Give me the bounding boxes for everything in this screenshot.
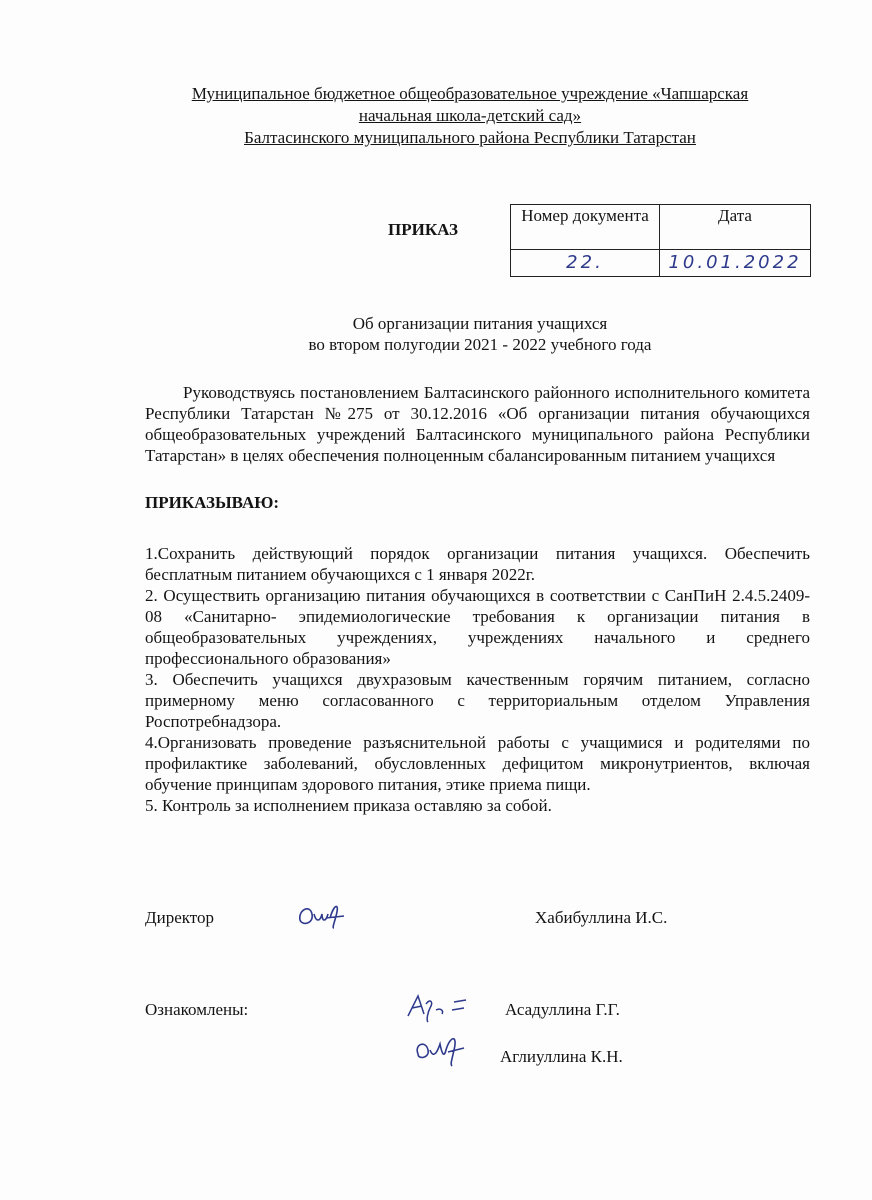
header-line-2: начальная школа-детский сад»: [358, 106, 582, 125]
order-title: [180, 313, 780, 355]
order-item-5: 5. Контроль за исполнением приказа оставляю за собой.: [145, 796, 552, 815]
order-label: ПРИКАЗ: [388, 220, 458, 239]
order-item-4: 4.Организовать проведение разъяснительной работы с учащимися и родителями по профилактике заболеваний, обусловленных дефицитом микронутриентов, включая обучение принципам здорового питания, этике приема пищи.: [145, 733, 810, 794]
order-details-table: [510, 204, 811, 277]
intro-paragraph: Руководствуясь постановлением Балтасинского районного исполнительного комитета Республики Татарстан №275 от 30.12.2016 «Об организации питания обучающихся общеобразовательных учреждений Балтасинского муниципального района Республики Татарстан» в целях обеспечения полноценным сбалансированным питанием учащихся: [145, 383, 810, 465]
doc-date-header: Дата: [660, 205, 811, 250]
director-name: Хабибуллина И.С.: [535, 908, 668, 927]
acquainted-name-2: Аглиуллина К.Н.: [500, 1047, 623, 1066]
order-items: [145, 543, 810, 816]
order-directive-heading: ПРИКАЗЫВАЮ:: [145, 493, 280, 512]
header-line-3: Балтасинского муниципального района Республики Татарстан: [244, 128, 696, 147]
title-line-1: Об организации питания учащихся: [352, 314, 608, 333]
doc-date-value: 10.01.2022: [660, 250, 811, 277]
order-item-3: 3. Обеспечить учащихся двухразовым качественным горячим питанием, согласно примерному меню согласованного с территориальным отделом Управления Роспотребнадзора.: [145, 670, 810, 731]
header-line-1: Муниципальное бюджетное общеобразовательное учреждение «Чапшарская: [191, 84, 749, 103]
director-signature-icon: [296, 898, 356, 934]
signature-1-icon: [404, 990, 474, 1024]
director-label: Директор: [145, 908, 214, 927]
order-item-2: 2. Осуществить организацию питания обучающихся в соответствии с СанПиН 2.4.5.2409-08 «Санитарно- эпидемиологические требования к организации питания в общеобразовательных учреждениях, учреждениях начального и среднего профессионального образования»: [145, 586, 810, 668]
title-line-2: во втором полугодии 2021 - 2022 учебного года: [308, 335, 652, 354]
organization-header: [120, 83, 820, 149]
doc-number-value: 22.: [511, 250, 660, 277]
acquainted-name-1: Асадуллина Г.Г.: [505, 1000, 620, 1019]
signature-2-icon: [412, 1030, 474, 1068]
acquainted-label: Ознакомлены:: [145, 1000, 249, 1019]
doc-number-header: Номер документа: [511, 205, 660, 250]
order-item-1: 1.Сохранить действующий порядок организации питания учащихся. Обеспечить бесплатным питанием обучающихся с 1 января 2022г.: [145, 544, 810, 584]
